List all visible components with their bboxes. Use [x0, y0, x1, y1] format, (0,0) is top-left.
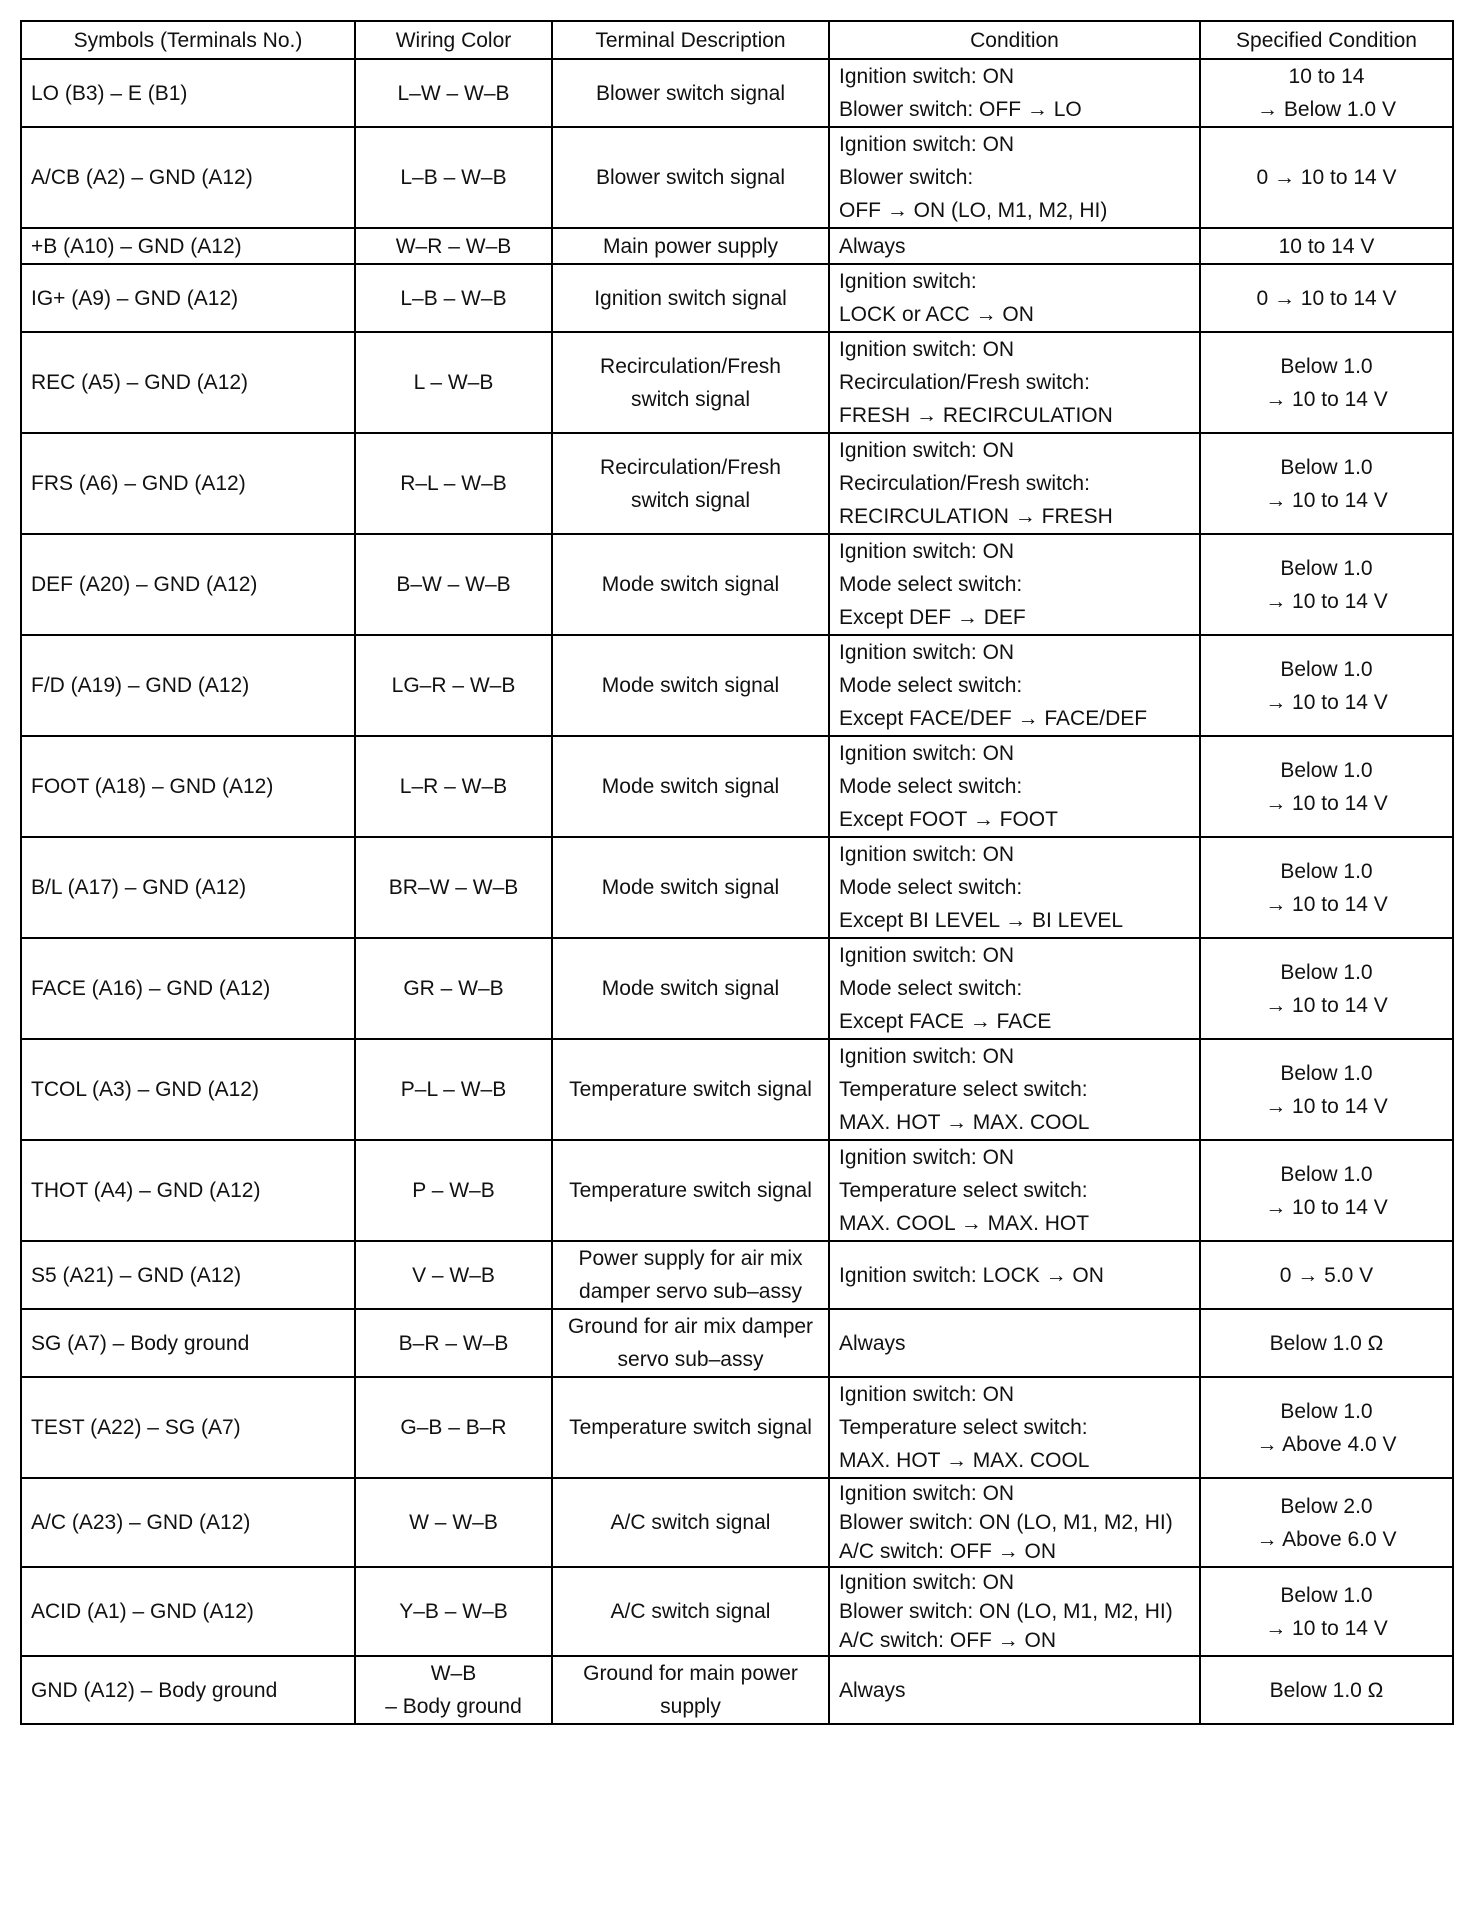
symbol-cell: FACE (A16) – GND (A12) [21, 938, 355, 1039]
terminal-description-cell [552, 433, 829, 534]
terminal-description-cell [552, 938, 829, 1039]
specified-condition-cell [1200, 938, 1453, 1039]
symbol-cell: ACID (A1) – GND (A12) [21, 1567, 355, 1656]
specified-condition-cell-line: Below 1.0 [1280, 1061, 1373, 1085]
wiring-color-cell-line: BR–W – W–B [388, 876, 519, 899]
condition-cell [829, 332, 1200, 433]
terminal-description-cell-line: switch signal [630, 488, 751, 512]
specified-condition-cell-line: Below 1.0 [1280, 354, 1373, 378]
wiring-color-cell [355, 1140, 552, 1241]
condition-cell [829, 127, 1200, 228]
terminal-description-cell-line: Mode switch signal [601, 573, 780, 596]
terminal-description-cell-line: damper servo sub–assy [579, 1280, 802, 1303]
condition-cell-line: MAX. COOL → MAX. HOT [839, 1212, 1090, 1235]
table-row [21, 1241, 1453, 1309]
terminal-description-cell [552, 635, 829, 736]
specified-condition-cell [1200, 433, 1453, 534]
condition-cell-line: Blower switch: [839, 166, 974, 189]
condition-cell-line: MAX. HOT → MAX. COOL [839, 1111, 1090, 1134]
specified-condition-cell-line: → 10 to 14 V [1265, 791, 1388, 815]
symbol-cell: FOOT (A18) – GND (A12) [21, 736, 355, 837]
header-condition: Condition [829, 21, 1200, 59]
condition-cell [829, 1140, 1200, 1241]
symbol-cell: IG+ (A9) – GND (A12) [21, 264, 355, 332]
wiring-color-cell [355, 938, 552, 1039]
table-row [21, 264, 1453, 332]
terminal-description-cell-line: Mode switch signal [601, 977, 780, 1000]
header-terminal-description: Terminal Description [552, 21, 829, 59]
wiring-color-cell [355, 1478, 552, 1567]
condition-cell-line: Blower switch: ON (LO, M1, M2, HI) [839, 1511, 1173, 1534]
condition-cell-line: Except FOOT → FOOT [839, 808, 1058, 831]
specified-condition-cell [1200, 228, 1453, 264]
condition-cell-line: Ignition switch: ON [839, 65, 1015, 88]
specified-condition-cell-line: Below 1.0 [1280, 1399, 1373, 1423]
terminal-description-cell-line: Temperature switch signal [569, 1078, 812, 1101]
terminal-description-cell [552, 736, 829, 837]
symbol-cell: TEST (A22) – SG (A7) [21, 1377, 355, 1478]
specified-condition-cell [1200, 1140, 1453, 1241]
terminal-description-cell [552, 264, 829, 332]
condition-cell-line: Mode select switch: [839, 977, 1023, 1000]
condition-cell-line: OFF → ON (LO, M1, M2, HI) [839, 199, 1108, 222]
wiring-color-cell-line: P – W–B [412, 1179, 495, 1202]
wiring-color-cell [355, 736, 552, 837]
condition-cell [829, 264, 1200, 332]
specified-condition-cell-line: Below 1.0 [1280, 657, 1373, 681]
condition-cell [829, 736, 1200, 837]
condition-cell [829, 1309, 1200, 1377]
wiring-color-cell-line: L–W – W–B [397, 81, 510, 105]
terminal-description-cell-line: Power supply for air mix [578, 1247, 803, 1270]
header-wiring-color: Wiring Color [355, 21, 552, 59]
terminal-description-cell-line: supply [660, 1695, 721, 1718]
condition-cell-line: Ignition switch: ON [839, 540, 1015, 563]
condition-cell-line: RECIRCULATION → FRESH [839, 505, 1113, 528]
condition-cell-line: Blower switch: OFF → LO [839, 98, 1082, 121]
symbol-cell: S5 (A21) – GND (A12) [21, 1241, 355, 1309]
condition-cell [829, 1241, 1200, 1309]
wiring-color-cell-line: P–L – W–B [400, 1078, 507, 1101]
wiring-color-cell [355, 264, 552, 332]
symbol-cell: GND (A12) – Body ground [21, 1656, 355, 1724]
terminal-description-cell-line: Temperature switch signal [569, 1416, 812, 1439]
terminal-description-cell [552, 1478, 829, 1567]
wiring-color-cell [355, 228, 552, 264]
condition-cell [829, 837, 1200, 938]
condition-cell-line: Except BI LEVEL → BI LEVEL [839, 909, 1124, 932]
terminal-description-cell [552, 59, 829, 127]
specified-condition-cell [1200, 1478, 1453, 1567]
header-specified-condition: Specified Condition [1200, 21, 1453, 59]
specified-condition-cell [1200, 264, 1453, 332]
terminal-description-cell [552, 534, 829, 635]
wiring-color-cell [355, 1039, 552, 1140]
symbol-cell: A/CB (A2) – GND (A12) [21, 127, 355, 228]
condition-cell-line: Ignition switch: ON [839, 843, 1015, 866]
specified-condition-cell-line: → 10 to 14 V [1265, 387, 1388, 411]
terminal-description-cell [552, 127, 829, 228]
condition-cell [829, 433, 1200, 534]
wiring-color-cell-line: G–B – B–R [400, 1416, 507, 1439]
wiring-color-cell-line: L – W–B [413, 371, 494, 394]
terminal-description-cell-line: A/C switch signal [610, 1600, 771, 1623]
wiring-color-cell-line: B–W – W–B [396, 573, 511, 596]
condition-cell-line: Blower switch: ON (LO, M1, M2, HI) [839, 1600, 1173, 1623]
terminal-description-cell-line: A/C switch signal [610, 1511, 771, 1534]
wiring-color-cell [355, 1241, 552, 1309]
wiring-color-cell [355, 837, 552, 938]
table-row [21, 635, 1453, 736]
condition-cell [829, 1377, 1200, 1478]
terminal-description-cell-line: Ground for air mix damper [567, 1315, 814, 1338]
table-row [21, 127, 1453, 228]
wiring-color-cell-line: V – W–B [412, 1263, 495, 1287]
terminal-description-cell [552, 332, 829, 433]
specified-condition-cell [1200, 1656, 1453, 1724]
specified-condition-cell-line: → Above 6.0 V [1256, 1527, 1397, 1551]
specified-condition-cell [1200, 736, 1453, 837]
wiring-color-cell-line: Y–B – W–B [399, 1600, 508, 1623]
condition-cell-line: Ignition switch: ON [839, 1383, 1015, 1406]
condition-cell-line: Recirculation/Fresh switch: [839, 472, 1090, 495]
specified-condition-cell-line: → 10 to 14 V [1265, 488, 1388, 512]
symbol-cell: A/C (A23) – GND (A12) [21, 1478, 355, 1567]
wiring-color-cell-line: W–B [430, 1662, 477, 1685]
terminal-table [20, 20, 1454, 1725]
condition-cell [829, 1567, 1200, 1656]
specified-condition-cell-line: → 10 to 14 V [1265, 1094, 1388, 1118]
wiring-color-cell [355, 1377, 552, 1478]
specified-condition-cell [1200, 635, 1453, 736]
table-row [21, 1309, 1453, 1377]
table-row [21, 1567, 1453, 1656]
table-row [21, 534, 1453, 635]
specified-condition-cell-line: Below 1.0 [1280, 960, 1373, 984]
specified-condition-cell [1200, 332, 1453, 433]
symbol-cell: TCOL (A3) – GND (A12) [21, 1039, 355, 1140]
symbol-cell: F/D (A19) – GND (A12) [21, 635, 355, 736]
specified-condition-cell-line: → 10 to 14 V [1265, 1616, 1388, 1640]
symbol-cell: LO (B3) – E (B1) [21, 59, 355, 127]
condition-cell [829, 59, 1200, 127]
specified-condition-cell-line: → 10 to 14 V [1265, 993, 1388, 1017]
specified-condition-cell [1200, 534, 1453, 635]
specified-condition-cell-line: → Above 4.0 V [1256, 1432, 1397, 1456]
terminal-description-cell-line: servo sub–assy [617, 1348, 764, 1371]
condition-cell-line: Mode select switch: [839, 674, 1023, 697]
terminal-description-cell-line: Mode switch signal [601, 775, 780, 798]
symbol-cell: THOT (A4) – GND (A12) [21, 1140, 355, 1241]
table-row [21, 1377, 1453, 1478]
symbol-cell: DEF (A20) – GND (A12) [21, 534, 355, 635]
specified-condition-cell [1200, 127, 1453, 228]
table-row [21, 228, 1453, 264]
table-row [21, 736, 1453, 837]
terminal-description-cell-line: Main power supply [602, 234, 779, 258]
wiring-color-cell-line: B–R – W–B [398, 1331, 509, 1355]
condition-cell [829, 1478, 1200, 1567]
specified-condition-cell-line: Below 1.0 [1280, 758, 1373, 782]
terminal-description-cell-line: Recirculation/Fresh [600, 354, 781, 378]
terminal-description-cell-line: Recirculation/Fresh [600, 455, 781, 479]
wiring-color-cell-line: R–L – W–B [400, 472, 507, 495]
specified-condition-cell-line: Below 1.0 [1280, 455, 1373, 479]
symbol-cell: REC (A5) – GND (A12) [21, 332, 355, 433]
table-row [21, 938, 1453, 1039]
specified-condition-cell [1200, 1241, 1453, 1309]
table-row [21, 837, 1453, 938]
condition-cell-line: Ignition switch: ON [839, 133, 1015, 156]
terminal-description-cell-line: Temperature switch signal [569, 1179, 812, 1202]
condition-cell-line: Temperature select switch: [839, 1416, 1088, 1439]
condition-cell-line: Recirculation/Fresh switch: [839, 371, 1090, 394]
specified-condition-cell-line: Below 1.0 [1280, 859, 1373, 883]
table-row [21, 332, 1453, 433]
terminal-description-cell-line: Blower switch signal [595, 81, 786, 105]
symbol-cell: FRS (A6) – GND (A12) [21, 433, 355, 534]
condition-cell [829, 1656, 1200, 1724]
specified-condition-cell-line: 0 → 10 to 14 V [1256, 166, 1397, 189]
condition-cell-line: Except DEF → DEF [839, 606, 1026, 629]
header-symbols: Symbols (Terminals No.) [21, 21, 355, 59]
wiring-color-cell [355, 1567, 552, 1656]
specified-condition-cell-line: → 10 to 14 V [1265, 589, 1388, 613]
terminal-description-cell [552, 837, 829, 938]
specified-condition-cell-line: 10 to 14 V [1278, 234, 1375, 258]
wiring-color-cell [355, 59, 552, 127]
table-row [21, 433, 1453, 534]
terminal-description-cell-line: Ignition switch signal [594, 286, 787, 310]
condition-cell-line: A/C switch: OFF → ON [839, 1629, 1057, 1652]
symbol-cell: +B (A10) – GND (A12) [21, 228, 355, 264]
terminal-description-cell [552, 1567, 829, 1656]
specified-condition-cell-line: Below 1.0 Ω [1269, 1331, 1384, 1355]
wiring-color-cell [355, 127, 552, 228]
condition-cell-line: Ignition switch: ON [839, 1571, 1015, 1594]
condition-cell [829, 938, 1200, 1039]
condition-cell-line: Ignition switch: LOCK → ON [839, 1263, 1104, 1287]
terminal-description-cell [552, 1377, 829, 1478]
condition-cell [829, 228, 1200, 264]
condition-cell-line: Except FACE/DEF → FACE/DEF [839, 707, 1148, 730]
condition-cell-line: Ignition switch: ON [839, 1146, 1015, 1169]
wiring-color-cell-line: LG–R – W–B [391, 674, 516, 697]
specified-condition-cell-line: → 10 to 14 V [1265, 892, 1388, 916]
condition-cell-line: Always [839, 1678, 906, 1702]
condition-cell-line: LOCK or ACC → ON [839, 303, 1034, 326]
terminal-description-cell [552, 1309, 829, 1377]
terminal-description-cell-line: Blower switch signal [595, 166, 786, 189]
condition-cell-line: MAX. HOT → MAX. COOL [839, 1449, 1090, 1472]
condition-cell-line: Ignition switch: ON [839, 1045, 1015, 1068]
terminal-description-cell [552, 228, 829, 264]
condition-cell-line: Ignition switch: ON [839, 742, 1015, 765]
wiring-color-cell-line: L–R – W–B [399, 775, 508, 798]
specified-condition-cell-line: → 10 to 14 V [1265, 690, 1388, 714]
condition-cell-line: Ignition switch: ON [839, 338, 1015, 361]
condition-cell-line: Ignition switch: ON [839, 1482, 1015, 1505]
terminal-description-cell-line: Mode switch signal [601, 674, 780, 697]
condition-cell-line: FRESH → RECIRCULATION [839, 404, 1113, 427]
table-row [21, 59, 1453, 127]
condition-cell-line: Always [839, 1331, 906, 1355]
specified-condition-cell [1200, 1567, 1453, 1656]
wiring-color-cell [355, 1656, 552, 1724]
condition-cell-line: Ignition switch: ON [839, 641, 1015, 664]
specified-condition-cell-line: 0 → 10 to 14 V [1256, 286, 1397, 310]
condition-cell [829, 1039, 1200, 1140]
wiring-color-cell [355, 433, 552, 534]
condition-cell-line: A/C switch: OFF → ON [839, 1540, 1057, 1563]
specified-condition-cell [1200, 837, 1453, 938]
specified-condition-cell-line: Below 1.0 [1280, 1162, 1373, 1186]
symbol-cell: B/L (A17) – GND (A12) [21, 837, 355, 938]
terminal-description-cell-line: Ground for main power [583, 1662, 798, 1685]
condition-cell-line: Ignition switch: ON [839, 439, 1015, 462]
wiring-color-cell-line: L–B – W–B [400, 166, 507, 189]
symbol-cell: SG (A7) – Body ground [21, 1309, 355, 1377]
specified-condition-cell-line: → Below 1.0 V [1257, 98, 1396, 121]
table-header-row [21, 21, 1453, 59]
specified-condition-cell-line: 0 → 5.0 V [1279, 1263, 1374, 1287]
wiring-color-cell [355, 635, 552, 736]
wiring-color-cell-line: – Body ground [385, 1695, 522, 1718]
condition-cell-line: Mode select switch: [839, 876, 1023, 899]
wiring-color-cell-line: GR – W–B [403, 977, 504, 1000]
specified-condition-cell [1200, 1039, 1453, 1140]
condition-cell-line: Ignition switch: [839, 270, 977, 293]
specified-condition-cell [1200, 59, 1453, 127]
condition-cell-line: Temperature select switch: [839, 1078, 1088, 1101]
terminal-description-cell [552, 1656, 829, 1724]
specified-condition-cell-line: Below 1.0 [1280, 1583, 1373, 1607]
condition-cell-line: Always [839, 234, 906, 258]
wiring-color-cell [355, 332, 552, 433]
wiring-color-cell-line: W–R – W–B [395, 234, 512, 258]
table-row [21, 1039, 1453, 1140]
terminal-description-cell-line: switch signal [630, 387, 751, 411]
table-row [21, 1478, 1453, 1567]
wiring-color-cell [355, 534, 552, 635]
table-row [21, 1140, 1453, 1241]
specified-condition-cell [1200, 1377, 1453, 1478]
condition-cell-line: Temperature select switch: [839, 1179, 1088, 1202]
specified-condition-cell-line: Below 1.0 Ω [1269, 1678, 1384, 1702]
table-row [21, 1656, 1453, 1724]
condition-cell-line: Mode select switch: [839, 775, 1023, 798]
specified-condition-cell-line: Below 1.0 [1280, 556, 1373, 580]
condition-cell [829, 534, 1200, 635]
wiring-color-cell-line: W – W–B [409, 1511, 498, 1534]
specified-condition-cell-line: → 10 to 14 V [1265, 1195, 1388, 1219]
condition-cell-line: Except FACE → FACE [839, 1010, 1052, 1033]
condition-cell-line: Mode select switch: [839, 573, 1023, 596]
terminal-description-cell-line: Mode switch signal [601, 876, 780, 899]
terminal-description-cell [552, 1241, 829, 1309]
specified-condition-cell-line: 10 to 14 [1288, 65, 1365, 88]
wiring-color-cell [355, 1309, 552, 1377]
specified-condition-cell [1200, 1309, 1453, 1377]
wiring-color-cell-line: L–B – W–B [400, 286, 507, 310]
condition-cell-line: Ignition switch: ON [839, 944, 1015, 967]
terminal-description-cell [552, 1039, 829, 1140]
terminal-description-cell [552, 1140, 829, 1241]
specified-condition-cell-line: Below 2.0 [1280, 1494, 1373, 1518]
condition-cell [829, 635, 1200, 736]
